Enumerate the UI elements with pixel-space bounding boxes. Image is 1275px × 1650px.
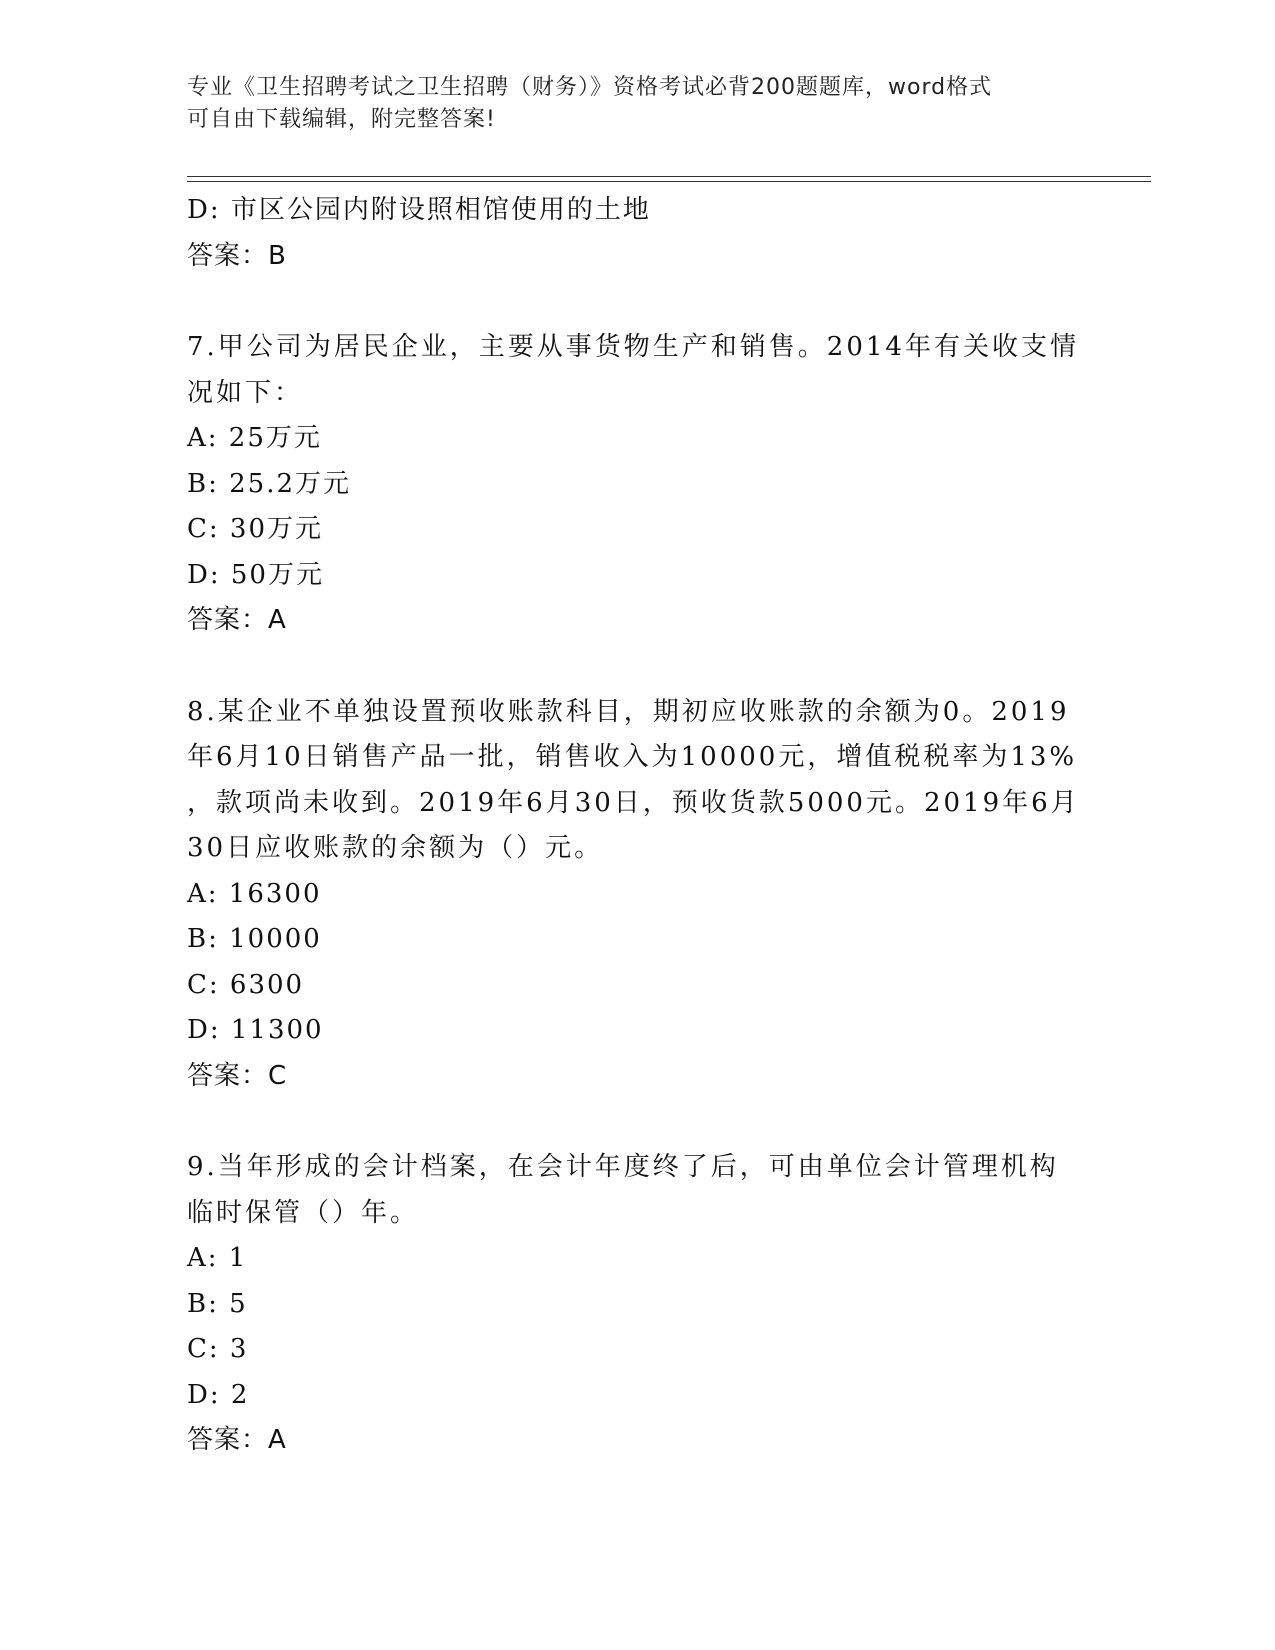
option-d: D: 2 — [187, 1379, 250, 1410]
option-c: C: 30万元 — [187, 514, 324, 544]
question-stem-line: 30日应收账款的余额为（）元。 — [187, 833, 604, 863]
document-header — [187, 72, 1067, 136]
option-d: D: 50万元 — [187, 559, 324, 590]
question-stem-line: 9.当年形成的会计档案，在会计年度终了后，可由单位会计管理机构 — [187, 1152, 1059, 1182]
question-stem-line: 临时保管（）年。 — [187, 1197, 420, 1228]
question-stem — [187, 1145, 1077, 1236]
option-a: A: 25万元 — [187, 423, 322, 453]
question-stem-line: 8.某企业不单独设置预收账款科目，期初应收账款的余额为0。2019 — [187, 696, 1070, 727]
question-stem — [187, 325, 1077, 416]
question-8 — [187, 690, 1080, 1100]
question-spacer — [187, 279, 1077, 325]
option-b: B: 25.2万元 — [187, 468, 352, 499]
question-content — [187, 188, 1080, 1464]
previous-question-tail — [187, 188, 1077, 279]
option-b: B: 5 — [187, 1288, 248, 1319]
question-spacer — [187, 1099, 1077, 1145]
question-stem-line: 年6月10日销售产品一批，销售收入为10000元，增值税税率为13% — [187, 742, 1078, 772]
answer-line: 答案：A — [187, 605, 287, 635]
option-d: D: 11300 — [187, 1015, 324, 1045]
question-stem-line: 7.甲公司为居民企业，主要从事货物生产和销售。2014年有关收支情 — [187, 332, 1079, 362]
header-line-1: 专业《卫生招聘考试之卫生招聘（财务）》资格考试必背200题题库，word格式 — [187, 75, 993, 100]
header-divider-bottom — [187, 181, 1151, 182]
question-spacer — [187, 644, 1077, 690]
option-a: A: 1 — [187, 1243, 248, 1273]
question-stem-line: ，款项尚未收到。2019年6月30日，预收货款5000元。2019年6月 — [187, 787, 1080, 818]
option-c: C: 3 — [187, 1334, 249, 1364]
question-7 — [187, 325, 1077, 644]
option-d: D: 市区公园内附设照相馆使用的土地 — [187, 195, 651, 225]
option-a: A: 16300 — [187, 878, 322, 909]
header-line-2: 可自由下载编辑，附完整答案! — [187, 107, 496, 132]
option-c: C: 6300 — [187, 969, 305, 1000]
answer-line: 答案：C — [187, 1060, 288, 1091]
answer-line: 答案：A — [187, 1425, 287, 1455]
option-b: B: 10000 — [187, 924, 322, 954]
question-stem-line: 况如下： — [187, 377, 304, 408]
question-9 — [187, 1145, 1077, 1464]
header-divider-top — [187, 176, 1151, 177]
answer-line: 答案：B — [187, 240, 287, 271]
question-stem — [187, 690, 1080, 872]
